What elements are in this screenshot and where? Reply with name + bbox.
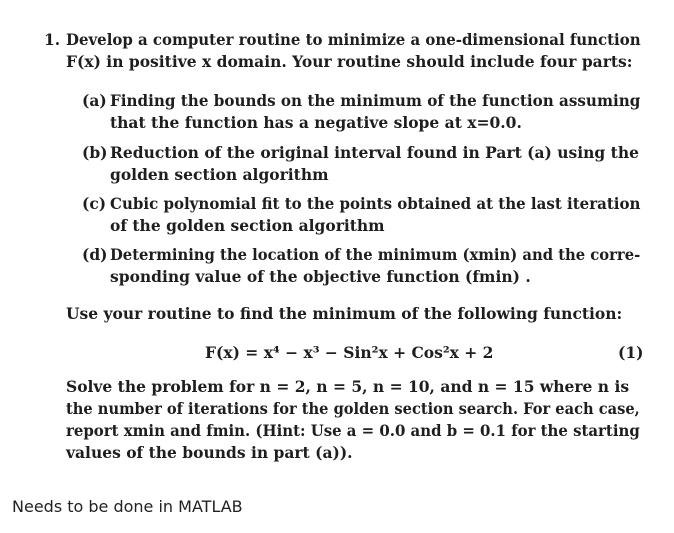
- part-c-line-2: of the golden section algorithm: [110, 216, 385, 235]
- problem-number: 1.: [44, 30, 61, 49]
- part-c-label: (c): [82, 194, 107, 213]
- intro-line-2: F(x) in positive x domain. Your routine should include four parts:: [66, 52, 633, 71]
- solve-line-2: the number of iterations for the golden section search. For each case,: [66, 399, 640, 418]
- part-a-label: (a): [82, 91, 107, 110]
- use-routine-line: Use your routine to find the minimum of the following function:: [66, 304, 623, 323]
- solve-line-3: report xmin and fmin. (Hint: Use a = 0.0 and b = 0.1 for the starting: [66, 421, 640, 440]
- objective-equation: F(x) = x⁴ − x³ − Sin²x + Cos²x + 2: [205, 343, 494, 362]
- part-a-line-1: Finding the bounds on the minimum of the function assuming: [110, 91, 641, 110]
- equation-number: (1): [618, 343, 644, 362]
- part-b-label: (b): [82, 143, 108, 162]
- part-c-line-1: Cubic polynomial fit to the points obtained at the last iteration: [110, 194, 641, 213]
- part-d-line-1: Determining the location of the minimum (xmin) and the corre-: [110, 245, 641, 264]
- part-b-line-2: golden section algorithm: [110, 165, 329, 184]
- solve-line-4: values of the bounds in part (a)).: [66, 443, 353, 462]
- part-a-line-2: that the function has a negative slope at x=0.0.: [110, 113, 522, 132]
- part-b-line-1: Reduction of the original interval found in Part (a) using the: [110, 143, 639, 162]
- solve-line-1: Solve the problem for n = 2, n = 5, n = 10, and n = 15 where n is: [66, 377, 630, 396]
- part-d-line-2: sponding value of the objective function (fmin) .: [110, 267, 531, 286]
- intro-line-1: Develop a computer routine to minimize a one-dimensional function: [66, 30, 641, 49]
- part-d-label: (d): [82, 245, 108, 264]
- matlab-note: Needs to be done in MATLAB: [12, 497, 243, 516]
